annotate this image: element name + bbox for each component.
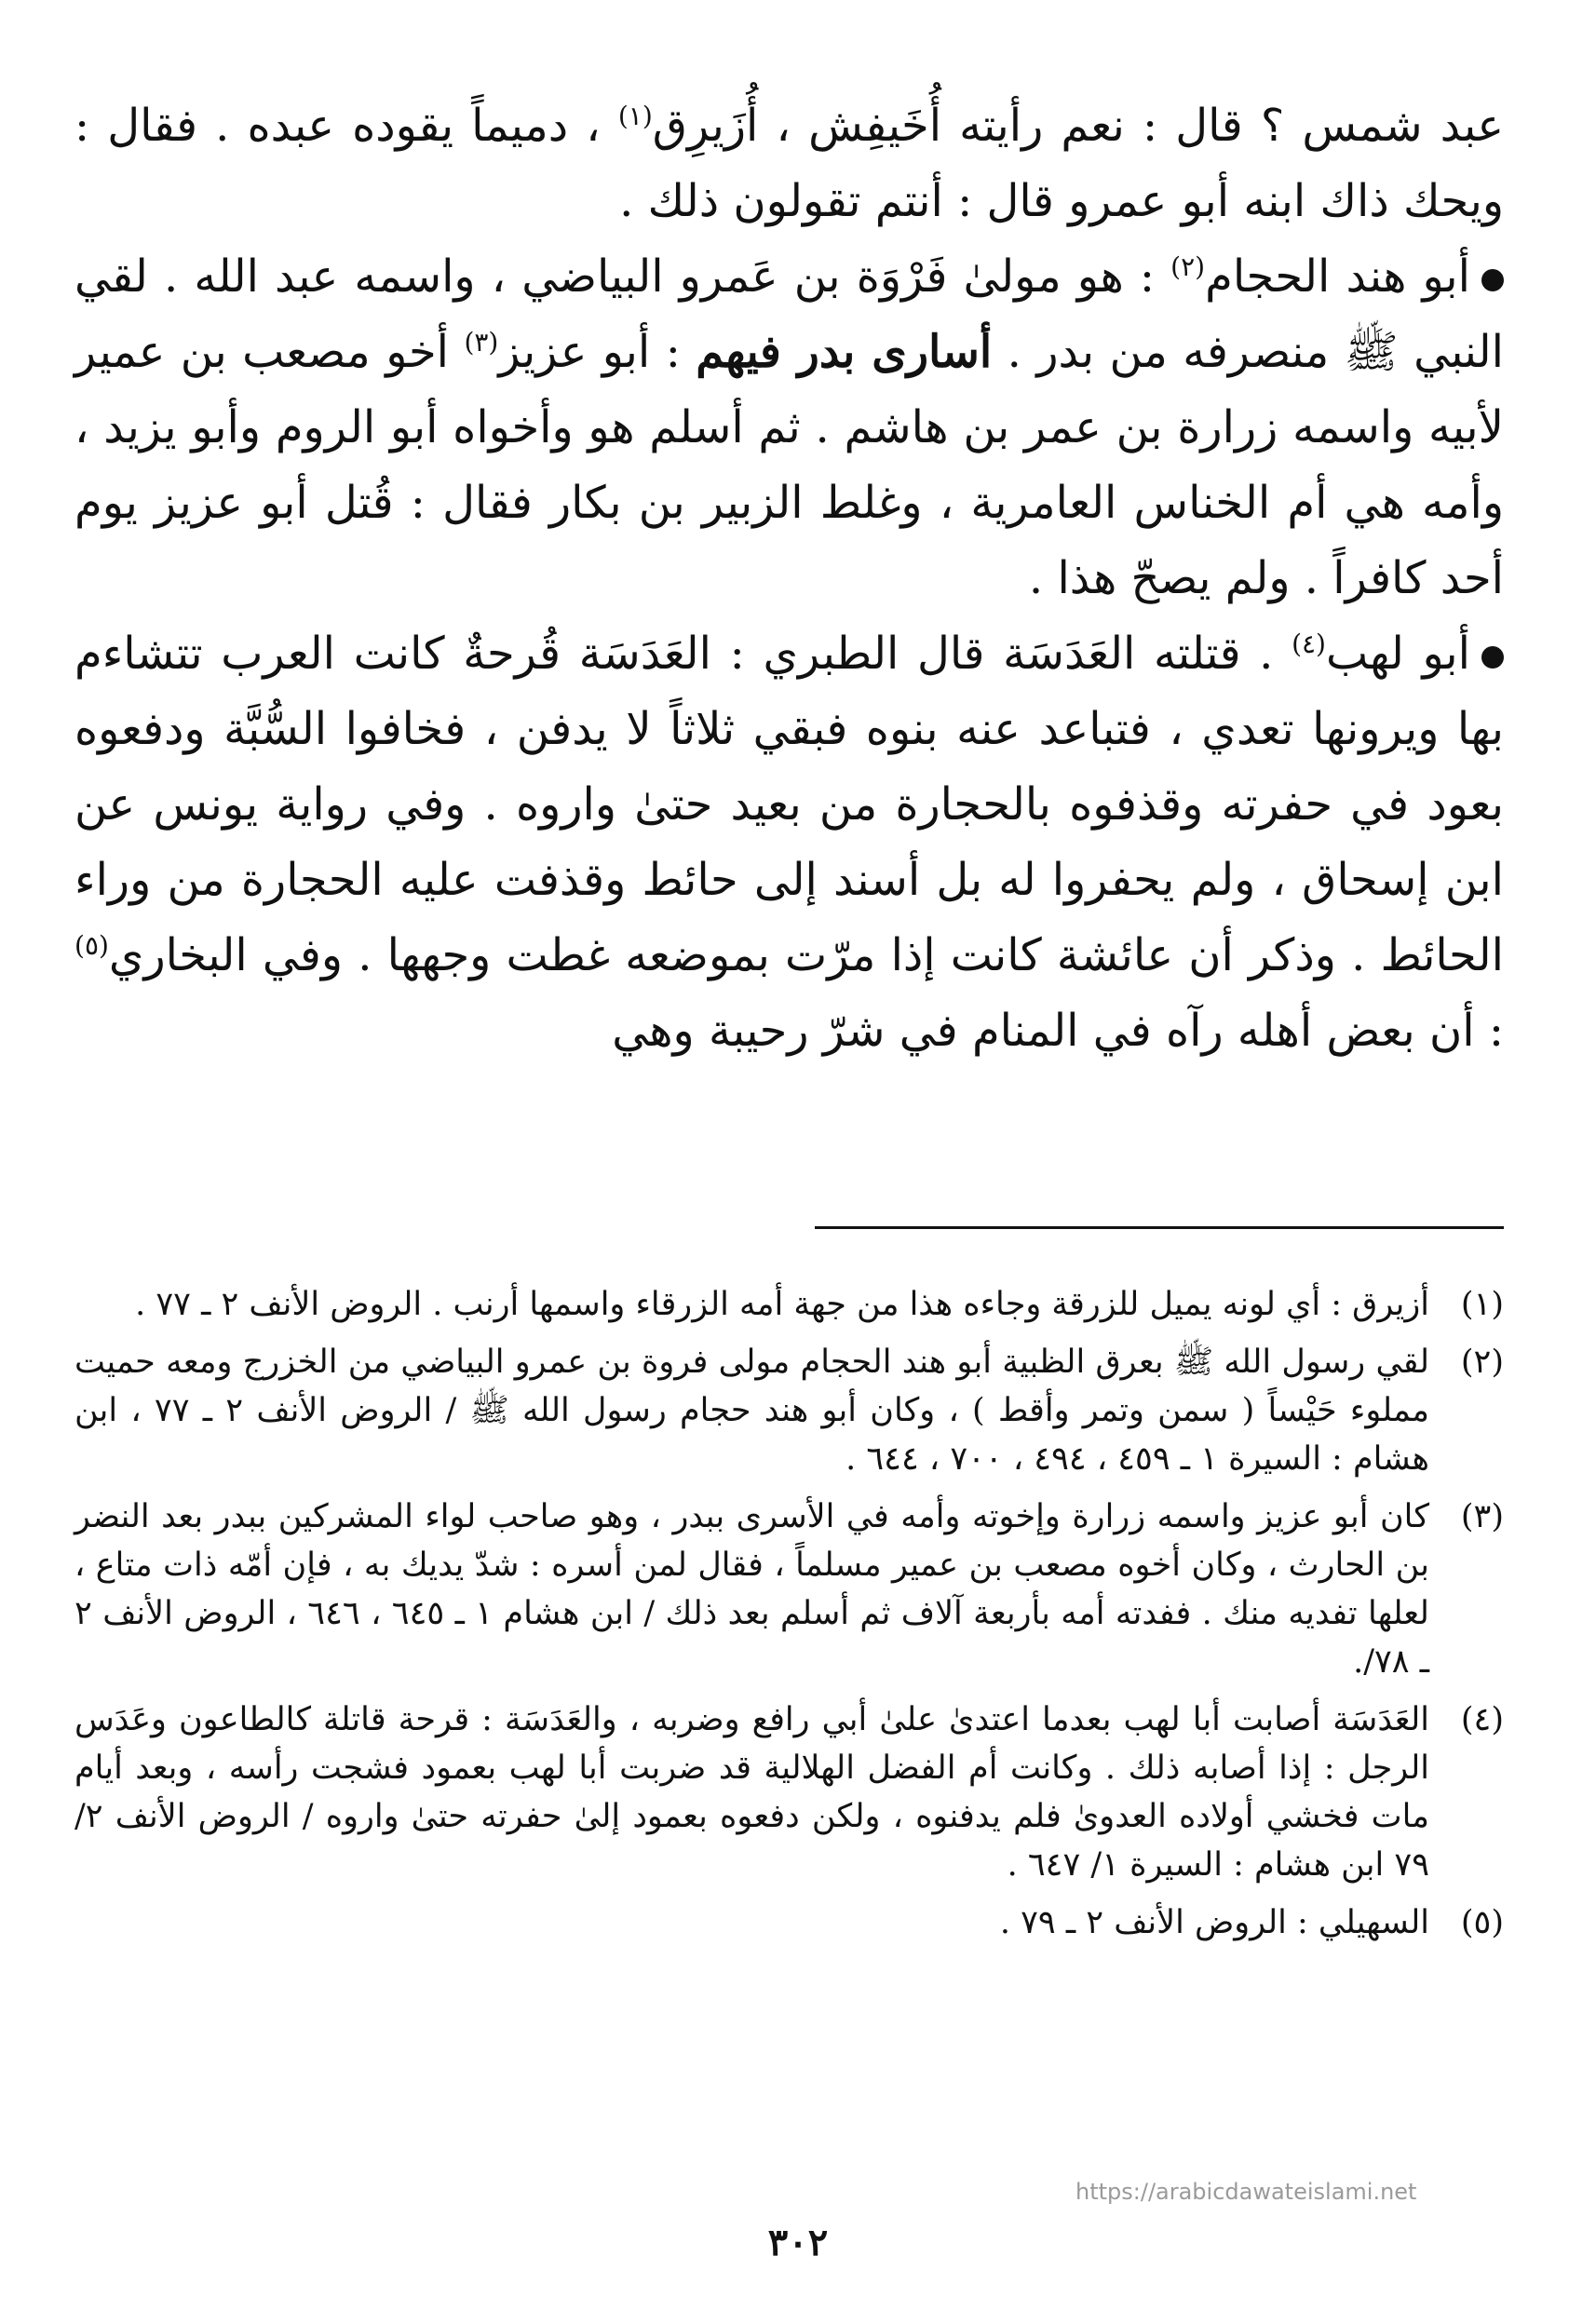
paragraph-3-start: أبو لهب (1325, 628, 1471, 680)
book-page (74, 88, 1504, 2258)
paragraph-3 (74, 616, 1504, 1069)
footnote-ref-1: (١) (617, 101, 653, 131)
footnote-number: (٣) (1460, 1498, 1504, 1535)
footnotes (74, 1280, 1504, 1956)
footnote-text: لقي رسول الله ﷺ بعرق الظبية أبو هند الحجام مولى فروة بن عمرو البياضي من الخزرج ومعه حميت مملوء حَيْساً ( سمن وتمر وأقط ) ، وكان أبو هند حجام رسول الله ﷺ / الروض الأنف ٢ ـ ٧٧ ، ابن هشام : السيرة ١ ـ ٤٥٩ ، ٤٩٤ ، ٧٠٠ ، ٦٤٤ . (74, 1344, 1429, 1478)
paragraph-2-rest: أخو مصعب بن عمير لأبيه واسمه زرارة بن عمر بن هاشم . ثم أسلم هو وأخواه أبو الروم وأبو يزيد ، وأمه هي أم الخناس العامرية ، وغلط الزبير بن بكار فقال : قُتل أبو عزيز يوم أحد كافراً . ولم يصحّ هذا . (74, 326, 1505, 604)
paragraph-1-rest: ، دميماً يقوده عبده . فقال : ويحك ذاك ابنه أبو عمرو قال : أنتم تقولون ذلك . (74, 100, 1504, 227)
footnote-4 (74, 1696, 1504, 1889)
footnote-divider (815, 1226, 1504, 1229)
bullet-icon (1481, 646, 1504, 669)
watermark-url: https://arabicdawateislami.net (1075, 2179, 1417, 2205)
footnote-ref-4: (٤) (1292, 628, 1326, 659)
main-body-text (74, 88, 1504, 1069)
footnote-text: السهيلي : الروض الأنف ٢ ـ ٧٩ . (999, 1904, 1429, 1941)
footnote-2 (74, 1338, 1504, 1483)
paragraph-2-start: أبو هند الحجام (1205, 250, 1470, 303)
paragraph-2 (74, 239, 1504, 616)
footnote-3 (74, 1493, 1504, 1686)
bullet-icon (1481, 269, 1504, 291)
footnote-number: (٢) (1460, 1344, 1504, 1381)
footnote-number: (٤) (1460, 1701, 1504, 1738)
footnote-ref-3: (٣) (464, 327, 499, 358)
footnote-number: (٥) (1460, 1904, 1504, 1941)
footnote-number: (١) (1460, 1286, 1504, 1323)
footnote-ref-5: (٥) (74, 930, 109, 961)
footnote-5 (74, 1898, 1504, 1947)
footnote-text: العَدَسَة أصابت أبا لهب بعدما اعتدىٰ علىٰ أبي رافع وضربه ، والعَدَسَة : قرحة قاتلة كالطاعون وعَدَس الرجل : إذا أصابه ذلك . وكانت أم الفضل الهلالية قد ضربت أبا لهب بعمود فشجت رأسه ، وبعد أيام مات فخشي أولاده العدوىٰ فلم يدفنوه ، ولكن دفعوه بعمود إلىٰ حفرته حتىٰ واروه / الروض الأنف ٢/ ٧٩ ابن هشام : السيرة ١/ ٦٤٧ . (74, 1701, 1429, 1884)
paragraph-2-heading: أسارى بدر فيهم (696, 326, 993, 378)
paragraph-3-mid: . قتلته العَدَسَة قال الطبري : العَدَسَة قُرحةٌ كانت العرب تتشاءم بها ويرونها تعدي ، فتباعد عنه بنوه فبقي ثلاثاً لا يدفن ، فخافوا السُّبَّة ودفعوه بعود في حفرته وقذفوه بالحجارة من بعيد حتىٰ واروه . وفي رواية يونس عن ابن إسحاق ، ولم يحفروا له بل أسند إلى حائط وقذفت عليه الحجارة من وراء الحائط . وذكر أن عائشة كانت إذا مرّت بموضعه غطت وجهها . وفي البخاري (74, 628, 1505, 981)
footnote-ref-2: (٢) (1170, 251, 1206, 282)
footnote-text: كان أبو عزيز واسمه زرارة وإخوته وأمه في الأسرى ببدر ، وهو صاحب لواء المشركين ببدر بعد النضر بن الحارث ، وكان أخوه مصعب بن عمير مسلماً ، فقال لمن أسره : شدّ يديك به ، فإن أمّه ذات متاع ، لعلها تفديه منك . ففدته أمه بأربعة آلاف ثم أسلم بعد ذلك / ابن هشام ١ ـ ٦٤٥ ، ٦٤٦ ، الروض الأنف ٢ ـ ٧٨/. (74, 1498, 1429, 1681)
paragraph-2-mid2: : أبو عزيز (498, 326, 697, 378)
paragraph-1 (74, 88, 1504, 239)
footnote-1 (74, 1280, 1504, 1329)
paragraph-1-text: عبد شمس ؟ قال : نعم رأيته أُخَيفِش ، أُزَيرِق (652, 100, 1505, 152)
page-number: ٣٠٢ (767, 2221, 829, 2264)
footnote-text: أزيرق : أي لونه يميل للزرقة وجاءه هذا من جهة أمه الزرقاء واسمها أرنب . الروض الأنف ٢ ـ ٧٧ . (135, 1286, 1429, 1323)
paragraph-2-mid: : هو مولىٰ فَرْوَة بن عَمرو البياضي ، واسمه عبد الله . لقي النبي ﷺ منصرفه من بدر . (74, 250, 1505, 378)
paragraph-3-rest: : أن بعض أهله رآه في المنام في شرّ رحيبة وهي (612, 1005, 1504, 1057)
